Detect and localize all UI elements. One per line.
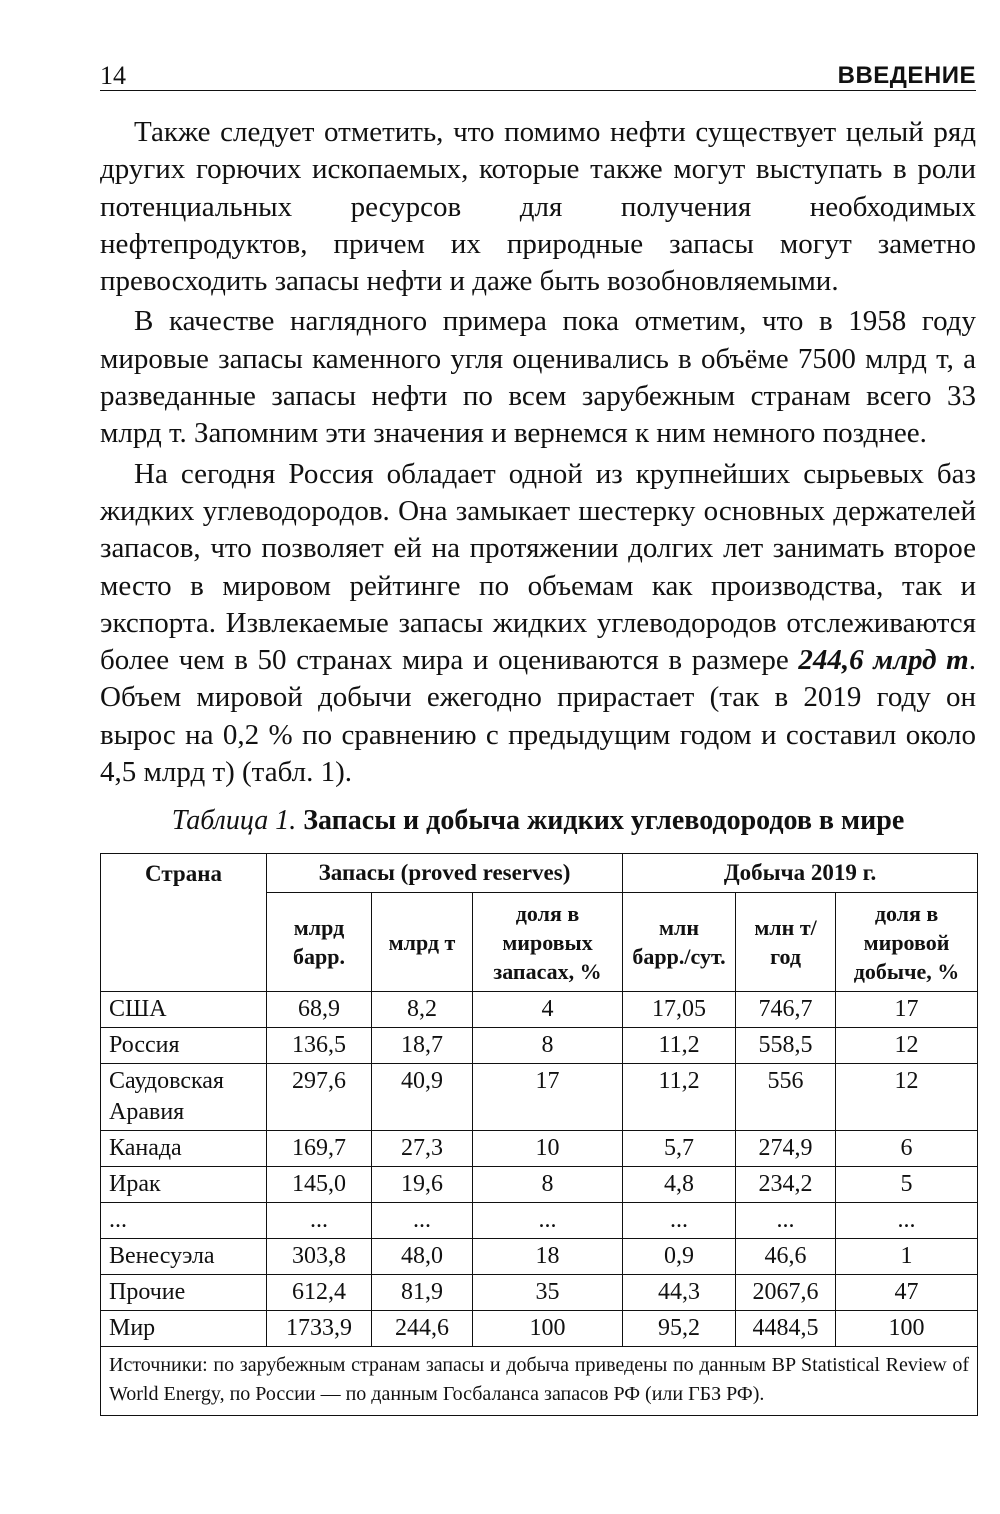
table-cell: 297,6 bbox=[267, 1064, 372, 1131]
subheader: доля в мировых запасах, % bbox=[473, 893, 623, 992]
emphasis-reserves: 244,6 млрд т bbox=[798, 644, 969, 677]
table-cell: 2067,6 bbox=[736, 1275, 836, 1311]
table-cell: 12 bbox=[836, 1028, 978, 1064]
table-cell: 4,8 bbox=[623, 1167, 736, 1203]
table-source-note: Источники: по зарубежным странам запасы и добыча приведены по данным BP Statistical Review of World Energy, по России — по данным Госбаланса запасов РФ (или ГБЗ РФ). bbox=[101, 1347, 978, 1416]
subheader: млн барр./сут. bbox=[623, 893, 736, 992]
table-cell: 18 bbox=[473, 1239, 623, 1275]
body-text bbox=[100, 114, 976, 791]
table-header-row bbox=[101, 854, 978, 893]
cell-country: Мир bbox=[101, 1311, 267, 1347]
subheader: млн т/год bbox=[736, 893, 836, 992]
table-cell: 244,6 bbox=[372, 1311, 473, 1347]
table-row bbox=[101, 1064, 978, 1131]
subheader: млрд т bbox=[372, 893, 473, 992]
table-cell: 68,9 bbox=[267, 992, 372, 1028]
table-cell: 1 bbox=[836, 1239, 978, 1275]
running-header bbox=[100, 62, 976, 91]
table-cell: 274,9 bbox=[736, 1131, 836, 1167]
table-caption bbox=[100, 803, 976, 839]
table-cell: 8 bbox=[473, 1167, 623, 1203]
table-cell: 8 bbox=[473, 1028, 623, 1064]
table-cell: 35 bbox=[473, 1275, 623, 1311]
reserves-table bbox=[100, 853, 978, 1416]
table-cell: 46,6 bbox=[736, 1239, 836, 1275]
table-cell: 556 bbox=[736, 1064, 836, 1131]
table-cell: 17,05 bbox=[623, 992, 736, 1028]
table-cell: 18,7 bbox=[372, 1028, 473, 1064]
table-row bbox=[101, 1275, 978, 1311]
table-row-total bbox=[101, 1311, 978, 1347]
table-row bbox=[101, 1239, 978, 1275]
page-number: 14 bbox=[100, 61, 126, 90]
cell-country: Ирак bbox=[101, 1167, 267, 1203]
section-title: ВВЕДЕНИЕ bbox=[837, 62, 976, 89]
table-cell: 48,0 bbox=[372, 1239, 473, 1275]
table-cell: 1733,9 bbox=[267, 1311, 372, 1347]
subheader: млрд барр. bbox=[267, 893, 372, 992]
table-cell: ... bbox=[836, 1203, 978, 1239]
table-cell: ... bbox=[267, 1203, 372, 1239]
table-cell: 4484,5 bbox=[736, 1311, 836, 1347]
table-cell: 11,2 bbox=[623, 1028, 736, 1064]
table-cell: 12 bbox=[836, 1064, 978, 1131]
cell-country: Прочие bbox=[101, 1275, 267, 1311]
table-cell: 612,4 bbox=[267, 1275, 372, 1311]
table-cell: 6 bbox=[836, 1131, 978, 1167]
header-production: Добыча 2019 г. bbox=[623, 854, 978, 893]
table-cell: 27,3 bbox=[372, 1131, 473, 1167]
table-cell: 100 bbox=[473, 1311, 623, 1347]
cell-country: Саудовская Аравия bbox=[101, 1064, 267, 1131]
paragraph-2: В качестве наглядного примера пока отметим, что в 1958 году мировые запасы каменного угля оценивались в объёме 7500 млрд т, а разведанные запасы нефти по всем зарубежным странам всего 33 млрд т. Запомним эти значения и вернемся к ним немного позднее. bbox=[100, 305, 976, 450]
header-country: Страна bbox=[101, 854, 267, 992]
table-caption-title: Запасы и добыча жидких углеводородов в мире bbox=[303, 805, 905, 836]
paragraph-1: Также следует отметить, что помимо нефти существует целый ряд других горючих ископаемых, которые также могут выступать в роли потенциальных ресурсов для получения необходимых нефтепродуктов, причем их природные запасы могут заметно превосходить запасы нефти и даже быть возобновляемыми. bbox=[100, 116, 976, 298]
table-row bbox=[101, 1131, 978, 1167]
subheader: доля в мировой добыче, % bbox=[836, 893, 978, 992]
table-caption-label: Таблица 1. bbox=[171, 805, 297, 836]
header-reserves: Запасы (proved reserves) bbox=[267, 854, 623, 893]
table-cell: 11,2 bbox=[623, 1064, 736, 1131]
table-cell: 95,2 bbox=[623, 1311, 736, 1347]
table-cell: 4 bbox=[473, 992, 623, 1028]
table-cell: 303,8 bbox=[267, 1239, 372, 1275]
table-row bbox=[101, 992, 978, 1028]
table-note-row bbox=[101, 1347, 978, 1416]
table-cell: 19,6 bbox=[372, 1167, 473, 1203]
table-cell: 81,9 bbox=[372, 1275, 473, 1311]
cell-country: ... bbox=[101, 1203, 267, 1239]
table-cell: 100 bbox=[836, 1311, 978, 1347]
table-cell: 169,7 bbox=[267, 1131, 372, 1167]
table-row-ellipsis bbox=[101, 1203, 978, 1239]
cell-country: Россия bbox=[101, 1028, 267, 1064]
paragraph-3-start: На сегодня Россия обладает одной из крупнейших сырьевых баз жидких углеводородов. Она замыкает шестерку основных держателей запасов, что позволяет ей на протяжении долгих лет занимать второе место в мировом рейтинге по объемам как производства, так и экспорта. Извлекаемые запасы жидких углеводородов отслеживаются более чем в 50 странах мира и оцениваются в размере bbox=[100, 457, 976, 677]
cell-country: Венесуэла bbox=[101, 1239, 267, 1275]
table-cell: 17 bbox=[473, 1064, 623, 1131]
table-cell: 47 bbox=[836, 1275, 978, 1311]
paragraph-3 bbox=[100, 456, 976, 792]
table-cell: ... bbox=[473, 1203, 623, 1239]
table-cell: ... bbox=[372, 1203, 473, 1239]
table-cell: 5,7 bbox=[623, 1131, 736, 1167]
table-cell: 136,5 bbox=[267, 1028, 372, 1064]
table-cell: 10 bbox=[473, 1131, 623, 1167]
table-cell: 0,9 bbox=[623, 1239, 736, 1275]
table-row bbox=[101, 1028, 978, 1064]
cell-country: Канада bbox=[101, 1131, 267, 1167]
table-cell: 558,5 bbox=[736, 1028, 836, 1064]
paragraph-3-end: . Объем мировой добычи ежегодно прирастает (так в 2019 году он вырос на 0,2 % по сравнению с предыдущим годом и составил около 4,5 млрд т) (табл. 1). bbox=[100, 644, 976, 789]
table-cell: 17 bbox=[836, 992, 978, 1028]
table-cell: 5 bbox=[836, 1167, 978, 1203]
table-cell: 145,0 bbox=[267, 1167, 372, 1203]
cell-country: США bbox=[101, 992, 267, 1028]
table-cell: 746,7 bbox=[736, 992, 836, 1028]
table-cell: ... bbox=[623, 1203, 736, 1239]
table-cell: 40,9 bbox=[372, 1064, 473, 1131]
table-cell: 44,3 bbox=[623, 1275, 736, 1311]
table-cell: ... bbox=[736, 1203, 836, 1239]
table-cell: 234,2 bbox=[736, 1167, 836, 1203]
table-cell: 8,2 bbox=[372, 992, 473, 1028]
table-row bbox=[101, 1167, 978, 1203]
